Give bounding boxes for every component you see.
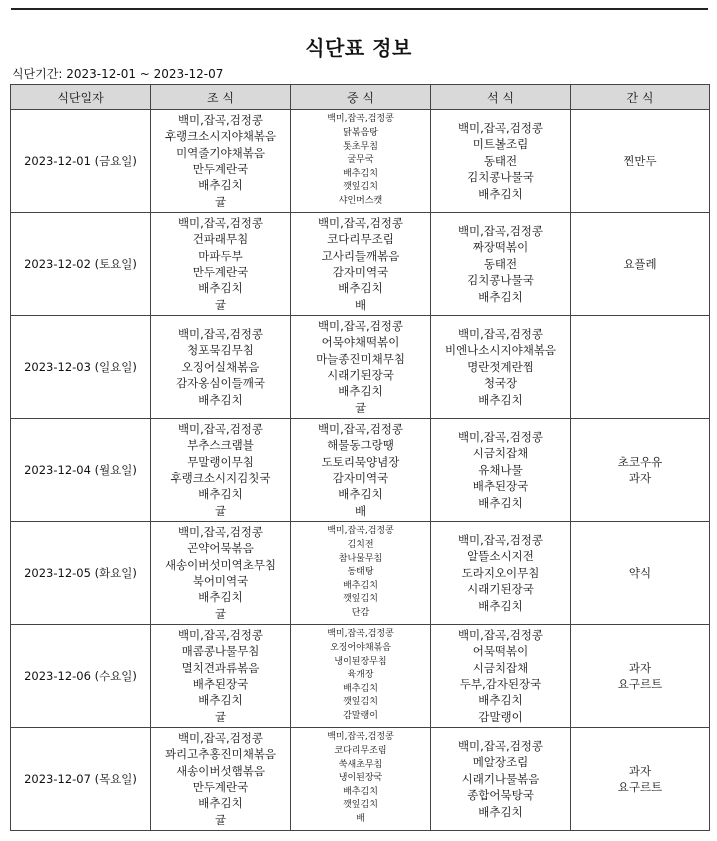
menu-item: 김치콩나물국 (467, 273, 534, 288)
menu-body (11, 110, 710, 831)
top-rule (11, 8, 708, 10)
menu-item: 귤 (214, 297, 227, 312)
menu-item: 배추김치 (198, 392, 243, 407)
dinner-cell (431, 316, 571, 419)
date-cell: 2023-12-04 (월요일) (11, 419, 151, 522)
table-row (11, 110, 710, 213)
period-label: 식단기간 (12, 67, 59, 81)
col-breakfast-header: 조 식 (151, 85, 291, 110)
snack-cell (571, 625, 710, 728)
menu-item: 코다리무조림 (334, 746, 387, 757)
dinner-cell (431, 522, 571, 625)
menu-item: 짜장떡볶이 (472, 240, 529, 255)
menu-item: 명란젓계란찜 (467, 359, 534, 374)
date-cell: 2023-12-07 (목요일) (11, 728, 151, 831)
breakfast-cell (151, 316, 291, 419)
menu-item: 귤 (214, 503, 227, 518)
menu-item: 백미,잡곡,검정콩 (177, 112, 264, 127)
lunch-cell (291, 625, 431, 728)
menu-item: 무말랭이무침 (187, 454, 254, 469)
menu-item: 백미,잡곡,검정콩 (177, 421, 264, 436)
menu-item: 매콤콩나물무침 (181, 644, 260, 659)
table-row (11, 419, 710, 522)
dinner-cell (431, 728, 571, 831)
snack-cell (571, 110, 710, 213)
breakfast-cell (151, 110, 291, 213)
menu-item: 백미,잡곡,검정콩 (327, 114, 394, 125)
menu-item: 깻잎김치 (343, 594, 378, 605)
menu-item: 배추김치 (478, 186, 523, 201)
col-date-header: 식단일자 (11, 85, 151, 110)
menu-item: 코다리무조림 (327, 232, 394, 247)
menu-item: 동태전 (483, 256, 518, 271)
menu-item: 백미,잡곡,검정콩 (457, 627, 544, 642)
breakfast-cell (151, 728, 291, 831)
period-value: 2023-12-01 ~ 2023-12-07 (66, 67, 224, 81)
menu-item: 북어미역국 (192, 574, 249, 588)
menu-item: 배추된장국 (472, 479, 529, 494)
menu-item: 어묵야채떡볶이 (321, 335, 400, 350)
menu-item: 굴무국 (347, 155, 374, 166)
menu-item: 배추김치 (478, 392, 523, 407)
date-cell: 2023-12-01 (금요일) (11, 110, 151, 213)
menu-item: 백미,잡곡,검정콩 (177, 326, 264, 341)
menu-item: 배추김치 (198, 693, 243, 708)
menu-item: 만두계란국 (192, 265, 249, 279)
menu-item: 냉이된장무침 (334, 656, 387, 667)
menu-item: 과자 (628, 763, 652, 778)
col-lunch-header: 중 식 (291, 85, 431, 110)
col-snack-header: 간 식 (571, 85, 710, 110)
snack-cell (571, 213, 710, 316)
menu-item: 귤 (214, 709, 227, 724)
menu-item: 감자미역국 (332, 471, 389, 485)
menu-item: 시래기나물볶음 (461, 771, 540, 786)
menu-item: 후랭크소시지김칫국 (170, 471, 271, 485)
menu-item: 미트볼조림 (472, 137, 529, 152)
menu-item: 백미,잡곡,검정콩 (317, 421, 404, 436)
menu-item: 단감 (351, 607, 370, 618)
dinner-cell (431, 419, 571, 522)
menu-item: 과자 (628, 471, 652, 485)
menu-item: 곤약어묵볶음 (187, 541, 254, 556)
menu-item: 과자 (628, 660, 652, 675)
menu-item: 깻잎김치 (343, 182, 378, 193)
menu-item: 백미,잡곡,검정콩 (457, 738, 544, 753)
menu-item: 배추된장국 (192, 677, 249, 691)
menu-item: 귤 (214, 812, 227, 827)
menu-item: 백미,잡곡,검정콩 (457, 429, 544, 444)
menu-item: 배추김치 (338, 384, 383, 399)
menu-item: 비엔나소시지야채볶음 (444, 343, 557, 358)
menu-item: 육개장 (347, 670, 374, 681)
menu-item: 도토리묵양념장 (321, 454, 400, 469)
menu-item: 청국장 (483, 376, 518, 391)
date-cell: 2023-12-05 (화요일) (11, 522, 151, 625)
menu-item: 꽈리고추홍진미채볶음 (164, 747, 277, 762)
menu-period: 식단기간: 2023-12-01 ~ 2023-12-07 (12, 67, 224, 81)
menu-item: 시금치잡채 (472, 660, 529, 675)
menu-item: 배추김치 (343, 786, 378, 797)
menu-item: 두부,감자된장국 (459, 677, 542, 691)
table-row (11, 522, 710, 625)
menu-item: 배추김치 (478, 289, 523, 304)
dinner-cell (431, 213, 571, 316)
menu-item: 시금치잡채 (472, 446, 529, 461)
snack-cell (571, 316, 710, 419)
menu-item: 어묵떡볶이 (472, 644, 529, 659)
snack-cell (571, 522, 710, 625)
menu-item: 미역줄기야채볶음 (176, 145, 265, 160)
menu-item: 메알장조림 (472, 755, 529, 770)
menu-item: 배 (354, 297, 367, 312)
lunch-cell (291, 419, 431, 522)
menu-item: 깻잎김치 (343, 800, 378, 811)
menu-item: 배추김치 (198, 590, 243, 605)
table-row (11, 625, 710, 728)
date-cell: 2023-12-02 (토요일) (11, 213, 151, 316)
menu-item: 마늘종진미채무침 (316, 351, 405, 366)
menu-item: 건파래무침 (192, 232, 249, 247)
menu-item: 요구르트 (617, 780, 663, 794)
menu-item: 만두계란국 (192, 780, 249, 794)
menu-item: 배추김치 (343, 168, 378, 179)
menu-item: 오징어실채볶음 (181, 359, 260, 374)
snack-cell (571, 728, 710, 831)
menu-item: 배추김치 (343, 580, 378, 591)
menu-item: 요구르트 (617, 677, 663, 691)
breakfast-cell (151, 213, 291, 316)
menu-item: 김치콩나물국 (467, 170, 534, 185)
menu-item: 청포묵김무침 (187, 343, 254, 358)
header-row (11, 85, 710, 110)
menu-item: 백미,잡곡,검정콩 (177, 524, 264, 539)
breakfast-cell (151, 419, 291, 522)
menu-item: 배 (354, 503, 367, 518)
menu-item: 감자미역국 (332, 265, 389, 279)
menu-item: 해물동그랑땡 (327, 438, 394, 453)
menu-item: 백미,잡곡,검정콩 (177, 627, 264, 642)
date-cell: 2023-12-06 (수요일) (11, 625, 151, 728)
menu-item: 백미,잡곡,검정콩 (457, 120, 544, 135)
menu-item: 감자옹심이들깨국 (176, 376, 265, 391)
breakfast-cell (151, 522, 291, 625)
menu-item: 배추김치 (478, 693, 523, 708)
lunch-cell (291, 522, 431, 625)
menu-item: 감말랭이 (478, 709, 523, 724)
menu-item: 참나물무침 (338, 553, 383, 564)
snack-cell (571, 419, 710, 522)
menu-item: 유채나물 (478, 462, 523, 477)
table-row (11, 213, 710, 316)
menu-item: 샤인머스캣 (338, 195, 383, 206)
menu-item: 도라지오이무침 (461, 565, 540, 580)
menu-item: 종합어묵탕국 (467, 788, 534, 803)
table-row (11, 316, 710, 419)
menu-item: 백미,잡곡,검정콩 (317, 215, 404, 230)
menu-item: 백미,잡곡,검정콩 (327, 526, 394, 537)
menu-item: 배추김치 (338, 487, 383, 502)
menu-item: 배 (356, 813, 365, 824)
menu-item: 배추김치 (478, 598, 523, 613)
date-cell: 2023-12-03 (일요일) (11, 316, 151, 419)
menu-item: 배추김치 (198, 796, 243, 811)
menu-table (10, 84, 710, 831)
menu-item: 초코우유 (617, 454, 663, 469)
lunch-cell (291, 728, 431, 831)
menu-item: 시래기된장국 (327, 368, 394, 382)
lunch-cell (291, 316, 431, 419)
menu-item: 냉이된장국 (338, 773, 383, 784)
menu-item: 쑥새초무침 (338, 759, 383, 770)
menu-item: 백미,잡곡,검정콩 (327, 732, 394, 743)
menu-item: 귤 (354, 400, 367, 415)
menu-item: 새송이버섯미역초무침 (164, 557, 277, 572)
menu-item: 부추스크램블 (187, 438, 254, 453)
menu-item: 배추김치 (198, 487, 243, 502)
menu-item: 배추김치 (198, 281, 243, 296)
menu-item: 백미,잡곡,검정콩 (177, 730, 264, 745)
menu-item: 백미,잡곡,검정콩 (327, 629, 394, 640)
menu-item: 닭볶음탕 (343, 128, 378, 139)
menu-item: 만두계란국 (192, 162, 249, 176)
menu-item: 배추김치 (478, 495, 523, 510)
menu-item: 김치전 (347, 540, 374, 551)
table-row (11, 728, 710, 831)
col-dinner-header: 석 식 (431, 85, 571, 110)
menu-item: 깻잎김치 (343, 697, 378, 708)
menu-item: 백미,잡곡,검정콩 (177, 215, 264, 230)
menu-item: 고사리들깨볶음 (321, 248, 400, 263)
menu-item: 요플레 (623, 256, 657, 271)
menu-item: 알뜰소시지전 (467, 549, 534, 564)
menu-item: 배추김치 (343, 683, 378, 694)
dinner-cell (431, 625, 571, 728)
page-title: 식단표 정보 (305, 36, 412, 60)
menu-item: 백미,잡곡,검정콩 (317, 318, 404, 333)
menu-item: 백미,잡곡,검정콩 (457, 326, 544, 341)
menu-item: 귤 (214, 194, 227, 209)
menu-item: 멸치견과류볶음 (181, 660, 260, 675)
lunch-cell (291, 110, 431, 213)
menu-item: 새송이버섯햄볶음 (176, 763, 265, 778)
menu-item: 백미,잡곡,검정콩 (457, 532, 544, 547)
menu-item: 동태탕 (347, 567, 374, 578)
lunch-cell (291, 213, 431, 316)
menu-item: 톳초무침 (343, 141, 378, 152)
menu-item: 시래기된장국 (467, 582, 534, 597)
menu-item: 후랭크소시지야채볶음 (164, 129, 277, 144)
menu-item: 귤 (214, 606, 227, 621)
dinner-cell (431, 110, 571, 213)
menu-item: 동태전 (483, 153, 518, 168)
menu-item: 배추김치 (338, 281, 383, 296)
menu-item: 배추김치 (478, 804, 523, 819)
menu-item: 백미,잡곡,검정콩 (457, 223, 544, 238)
breakfast-cell (151, 625, 291, 728)
menu-item: 약식 (628, 565, 652, 580)
menu-item: 마파두부 (198, 248, 243, 263)
menu-item: 오징어야채볶음 (330, 643, 391, 654)
menu-item: 찐만두 (623, 153, 657, 168)
menu-item: 배추김치 (198, 178, 243, 193)
menu-item: 감말랭이 (343, 710, 378, 721)
